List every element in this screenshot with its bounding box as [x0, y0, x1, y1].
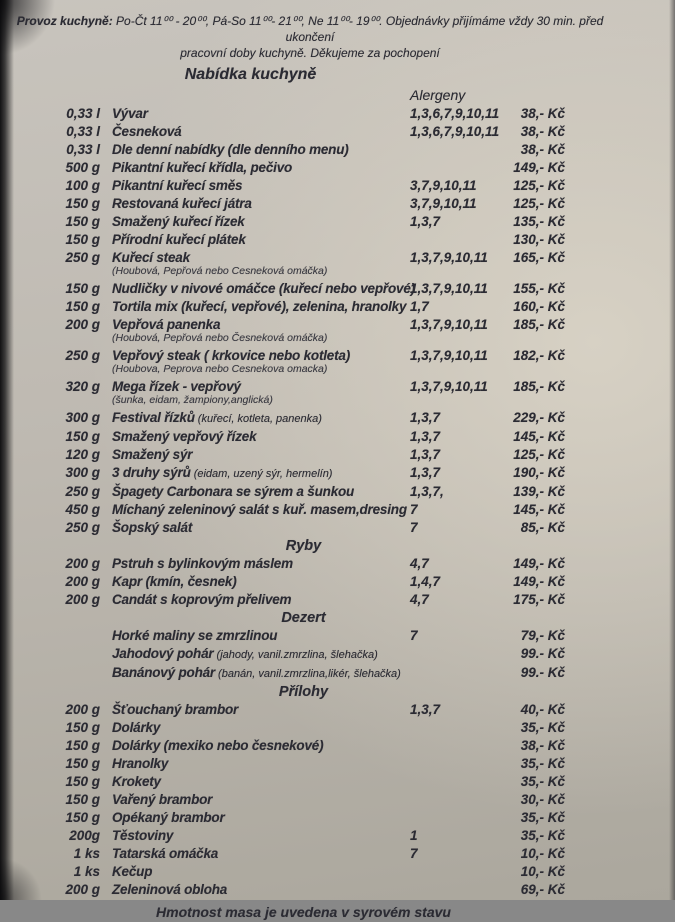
item-price: 35,- Kč [520, 828, 565, 843]
menu-table [0, 85, 565, 899]
item-name: Hranolky [112, 756, 169, 771]
menu-item-row [0, 719, 565, 737]
item-quantity: 150 g [65, 429, 100, 444]
item-name: Krokety [112, 774, 161, 789]
item-price: 10,- Kč [520, 864, 565, 879]
item-allergens: 1,3,7 [410, 447, 441, 462]
item-name: Pikantní kuřecí křídla, pečivo [112, 160, 293, 175]
name-column-header [100, 85, 408, 105]
item-quantity: 250 g [65, 250, 100, 265]
item-quantity: 250 g [65, 520, 100, 535]
item-quantity: 150 g [65, 792, 100, 807]
item-price: 149,- Kč [513, 160, 565, 175]
menu-item-row [0, 159, 565, 177]
item-name: Dle denní nabídky (dle denního menu) [112, 142, 349, 157]
item-price: 135,- Kč [513, 214, 565, 229]
item-name: Smažený sýr [112, 447, 193, 462]
item-name: Dolárky (mexiko nebo česnekové) [112, 738, 324, 753]
menu-item-row [0, 627, 565, 645]
item-name: Vepřový steak ( krkovice nebo kotleta) [112, 348, 350, 363]
menu-item-row [0, 645, 565, 664]
item-allergens: 3,7,9,10,11 [410, 196, 477, 211]
item-price: 35,- Kč [520, 774, 565, 789]
item-price: 35,- Kč [520, 810, 565, 825]
item-allergens [408, 645, 500, 664]
menu-item-row [0, 177, 565, 195]
item-price: 145,- Kč [513, 502, 565, 517]
menu-item-row [0, 863, 565, 881]
item-allergens [408, 863, 500, 881]
menu-item-row [0, 378, 565, 396]
item-allergens: 7 [410, 628, 418, 643]
item-name: 3 druhy sýrů (eidam, uzený sýr, hermelín) [112, 465, 333, 480]
item-quantity: 200 g [65, 592, 100, 607]
item-price: 149,- Kč [513, 556, 565, 571]
item-price: 35,- Kč [520, 756, 565, 771]
item-price: 130,- Kč [513, 232, 565, 247]
item-quantity: 1 ks [73, 846, 100, 861]
item-name: Smažený vepřový řízek [112, 429, 257, 444]
menu-item-row [0, 664, 565, 683]
item-price: 185,- Kč [513, 379, 565, 394]
item-price: 139,- Kč [513, 484, 565, 499]
item-price: 149,- Kč [513, 574, 565, 589]
item-name: Těstoviny [112, 828, 174, 843]
item-note: (kuřecí, kotleta, panenka) [194, 413, 322, 425]
item-price: 79,- Kč [520, 628, 565, 643]
item-name: Pstruh s bylinkovým máslem [112, 556, 293, 571]
item-quantity: 200 g [65, 556, 100, 571]
item-name: Mega řízek - vepřový [112, 379, 241, 394]
item-allergens: 4,7 [410, 592, 429, 607]
menu-item-row [0, 591, 565, 609]
menu-item-row [0, 298, 565, 316]
menu-item-row [0, 555, 565, 573]
item-name: Horké maliny se zmrzlinou [112, 628, 278, 643]
item-price: 38,- Kč [520, 124, 565, 139]
item-name: Pikantní kuřecí směs [112, 178, 243, 193]
item-quantity: 0,33 l [66, 124, 100, 139]
item-allergens: 1,3,7,9,10,11 [410, 348, 488, 363]
item-name: Přírodní kuřecí plátek [112, 232, 246, 247]
item-quantity: 150 g [65, 810, 100, 825]
menu-item-row [0, 791, 565, 809]
item-quantity: 120 g [65, 447, 100, 462]
item-name: Dolárky [112, 720, 161, 735]
item-name: Vývar [112, 106, 148, 121]
item-name: Šopský salát [112, 520, 193, 535]
kitchen-hours-line1 [10, 13, 610, 45]
item-allergens [408, 141, 500, 159]
item-name: Zeleninová obloha [112, 882, 228, 897]
item-allergens: 1,3,7,9,10,11 [410, 379, 488, 394]
item-allergens [408, 159, 500, 177]
item-name: Kapr (kmín, česnek) [112, 574, 237, 589]
item-sub-description: (Houbová, Pepřová nebo Česneková omáčka) [112, 332, 328, 344]
item-quantity: 150 g [65, 281, 100, 296]
item-quantity: 100 g [65, 178, 100, 193]
item-allergens [408, 231, 500, 249]
item-price: 38,- Kč [520, 106, 565, 121]
item-quantity: 500 g [65, 160, 100, 175]
item-name: Festival řízků (kuřecí, kotleta, panenka) [112, 410, 322, 425]
item-quantity: 200 g [65, 882, 100, 897]
item-quantity: 150 g [65, 299, 100, 314]
item-quantity: 250 g [65, 348, 100, 363]
item-quantity: 320 g [65, 379, 100, 394]
item-price: 155,- Kč [513, 281, 565, 296]
item-name: Restovaná kuřecí játra [112, 196, 252, 211]
item-name: Tortila mix (kuřecí, vepřové), zelenina, hranolky [112, 299, 407, 314]
item-allergens: 1,4,7 [410, 574, 441, 589]
item-quantity: 200 g [65, 702, 100, 717]
item-name: Kuřecí steak [112, 250, 190, 265]
section-header: Ryby [285, 538, 322, 554]
item-price: 160,- Kč [513, 299, 565, 314]
item-quantity [0, 645, 100, 664]
item-price: 99.- Kč [520, 646, 565, 661]
menu-item-row [0, 231, 565, 249]
item-allergens [408, 791, 500, 809]
menu-item-row [0, 755, 565, 773]
item-quantity: 150 g [65, 720, 100, 735]
item-allergens: 1,3,7,9,10,11 [410, 281, 488, 296]
item-note: (jahody, vanil.zmrzlina, šlehačka) [213, 649, 378, 661]
item-sub-description: (Houbova, Peprova nebo Cesnekova omacka) [112, 363, 328, 375]
item-name: Jahodový pohár (jahody, vanil.zmrzlina, šlehačka) [112, 646, 378, 661]
item-allergens [408, 719, 500, 737]
menu-item-row [0, 141, 565, 159]
menu-item-row [0, 701, 565, 719]
item-allergens: 1,3,7 [410, 214, 441, 229]
item-name: Opékaný brambor [112, 810, 225, 825]
menu-item-row [0, 280, 565, 298]
item-sub-description: (Houbová, Pepřová nebo Cesneková omáčka) [112, 265, 328, 277]
item-price: 30,- Kč [520, 792, 565, 807]
item-allergens [408, 755, 500, 773]
item-quantity: 150 g [65, 232, 100, 247]
item-name: Banánový pohár (banán, vanil.zmrzlina,likér, šlehačka) [112, 665, 401, 680]
item-price: 125,- Kč [513, 447, 565, 462]
item-price: 10,- Kč [520, 846, 565, 861]
item-quantity: 1 ks [73, 864, 100, 879]
item-price: 182,- Kč [513, 348, 565, 363]
item-name: Vařený brambor [112, 792, 213, 807]
item-name: Smažený kuřecí řízek [112, 214, 245, 229]
item-allergens: 1 [410, 828, 418, 843]
menu-rows [0, 105, 565, 899]
menu-item-row [0, 827, 565, 845]
item-allergens: 1,7 [410, 299, 429, 314]
item-price: 145,- Kč [513, 429, 565, 444]
section-header: Dezert [281, 610, 326, 626]
allergens-column-header: Alergeny [410, 87, 466, 103]
menu-item-row [0, 809, 565, 827]
item-quantity: 150 g [65, 738, 100, 753]
item-price: 165,- Kč [513, 250, 565, 265]
item-name: Míchaný zeleninový salát s kuř. masem,dresing [112, 502, 407, 517]
item-quantity: 200 g [65, 574, 100, 589]
item-price: 175,- Kč [513, 592, 565, 607]
item-price: 38,- Kč [520, 738, 565, 753]
item-quantity: 150 g [65, 774, 100, 789]
item-allergens [408, 664, 500, 683]
item-price: 125,- Kč [513, 178, 565, 193]
item-name: Vepřová panenka [112, 317, 221, 332]
menu-item-row [0, 737, 565, 755]
kitchen-hours [10, 13, 610, 61]
menu-item-row [0, 105, 565, 123]
menu-item-row [0, 845, 565, 863]
item-quantity [0, 664, 100, 683]
menu-item-row [0, 519, 565, 537]
item-name: Tatarská omáčka [112, 846, 219, 861]
item-price: 69,- Kč [520, 882, 565, 897]
item-quantity: 300 g [65, 410, 100, 425]
item-quantity: 200g [69, 828, 100, 843]
item-note: (eidam, uzený sýr, hermelín) [190, 468, 333, 480]
column-header-row [0, 85, 565, 105]
item-note: (banán, vanil.zmrzlina,likér, šlehačka) [214, 668, 401, 680]
menu-item-row [0, 195, 565, 213]
menu-item-row [0, 464, 565, 483]
item-price: 185,- Kč [513, 317, 565, 332]
item-quantity [0, 627, 100, 645]
kitchen-hours-label: Provoz kuchyně: [16, 14, 113, 28]
menu-item-row [0, 428, 565, 446]
page-title: Nabídka kuchyně [184, 66, 317, 83]
item-allergens: 7 [410, 846, 418, 861]
item-allergens: 1,3,6,7,9,10,11 [410, 106, 500, 121]
item-quantity: 300 g [65, 465, 100, 480]
menu-item-row [0, 501, 565, 519]
menu-item-row [0, 123, 565, 141]
item-allergens: 4,7 [410, 556, 429, 571]
item-name: Česneková [112, 124, 182, 139]
item-quantity: 250 g [65, 484, 100, 499]
item-name: Candát s koprovým přelivem [112, 592, 292, 607]
item-price: 85,- Kč [520, 520, 565, 535]
menu-item-row [0, 573, 565, 591]
item-quantity: 450 g [65, 502, 100, 517]
item-name: Nudličky v nivové omáčce (kuřecí nebo vepřové) [112, 281, 415, 296]
item-allergens: 1,3,7, [410, 484, 444, 499]
item-price: 99.- Kč [520, 665, 565, 680]
menu-item-row [0, 773, 565, 791]
item-allergens [408, 737, 500, 755]
item-price: 229,- Kč [513, 410, 565, 425]
item-price: 38,- Kč [520, 142, 565, 157]
item-price: 190,- Kč [513, 465, 565, 480]
section-header: Přílohy [278, 684, 329, 700]
item-name: Kečup [112, 864, 153, 879]
item-quantity: 150 g [65, 756, 100, 771]
menu-item-row [0, 446, 565, 464]
item-allergens: 1,3,7 [410, 410, 441, 425]
price-column-header [500, 85, 565, 105]
menu-item-row [0, 409, 565, 428]
footer-note: Hmotnost masa je uvedena v syrovém stavu [156, 904, 451, 920]
kitchen-hours-line2: pracovní doby kuchyně. Děkujeme za pochopení [180, 46, 440, 60]
item-allergens: 1,3,7,9,10,11 [410, 250, 488, 265]
item-quantity: 200 g [65, 317, 100, 332]
item-allergens: 1,3,7 [410, 465, 441, 480]
item-quantity: 150 g [65, 196, 100, 211]
item-price: 40,- Kč [520, 702, 565, 717]
item-price: 125,- Kč [513, 196, 565, 211]
item-allergens [408, 773, 500, 791]
item-quantity: 0,33 l [66, 142, 100, 157]
kitchen-hours-text: Po-Čt 11⁰⁰ - 20⁰⁰, Pá-So 11⁰⁰- 21⁰⁰, Ne 11⁰⁰- 19⁰⁰. Objednávky přijímáme vždy 30 min. před ukončení [112, 14, 604, 44]
item-allergens [408, 881, 500, 899]
item-allergens [408, 809, 500, 827]
item-allergens: 1,3,6,7,9,10,11 [410, 124, 500, 139]
item-quantity: 0,33 l [66, 106, 100, 121]
menu-item-row [0, 213, 565, 231]
quantity-column-header [0, 85, 100, 105]
item-name: Špagety Carbonara se sýrem a šunkou [112, 484, 355, 499]
item-sub-description: (šunka, eidam, žampiony,anglická) [112, 394, 273, 406]
item-allergens: 7 [410, 502, 418, 517]
item-allergens: 3,7,9,10,11 [410, 178, 477, 193]
item-name: Šťouchaný brambor [112, 702, 239, 717]
item-allergens: 1,3,7,9,10,11 [410, 317, 488, 332]
menu-item-row [0, 483, 565, 501]
item-allergens: 1,3,7 [410, 429, 441, 444]
item-quantity: 150 g [65, 214, 100, 229]
item-allergens: 1,3,7 [410, 702, 441, 717]
item-allergens: 7 [410, 520, 418, 535]
menu-item-row [0, 881, 565, 899]
item-price: 35,- Kč [520, 720, 565, 735]
